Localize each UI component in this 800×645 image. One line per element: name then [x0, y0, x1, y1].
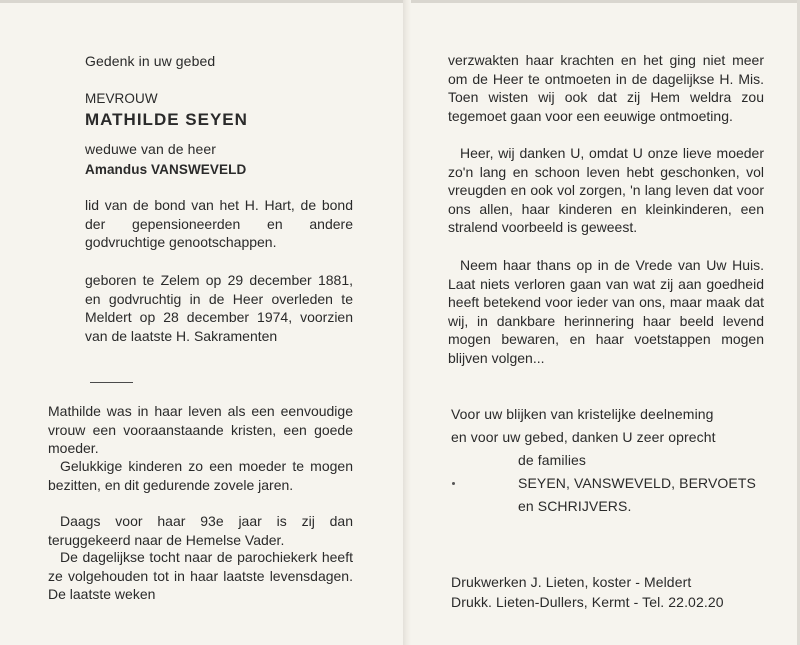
title-text: MEVROUW — [85, 91, 158, 106]
left-paragraph-2: Gelukkige kinderen zo een moeder te mogen bezitten, en dit gedurende zovele jaren. — [48, 458, 353, 493]
left-paragraph-1: Mathilde was in haar leven als een eenvoudige vrouw een vooraanstaande kristen, een goede moeder. — [48, 403, 353, 456]
husband-name: Amandus VANSWEVELD — [85, 162, 247, 177]
dates-text: geboren te Zelem op 29 december 1881, en godvruchtig in de Heer overleden te Meldert op 28 december 1974, voorzien van de laatste H. Sakramenten — [85, 272, 353, 344]
families-line-2: en SCHRIJVERS. — [518, 498, 632, 514]
deceased-name: MATHILDE SEYEN — [85, 110, 248, 129]
printer-line-2: Drukk. Lieten-Dullers, Kermt - Tel. 22.02.20 — [451, 594, 724, 610]
card-edge-top — [0, 0, 800, 3]
divider-line — [90, 382, 133, 383]
right-paragraph-1: verzwakten haar krachten en het ging niet meer om de Heer te ontmoeten in de dagelijkse H. Mis. Toen wisten wij ook dat zij Hem weldra zou tegemoet gaan voor een eeuwige ontmoeting. — [448, 52, 764, 124]
printer-line-1: Drukwerken J. Lieten, koster - Meldert — [451, 574, 692, 590]
thanks-line-2: en voor uw gebed, danken U zeer oprecht — [451, 429, 716, 445]
thanks-line-1: Voor uw blijken van kristelijke deelneming — [451, 406, 714, 422]
right-paragraph-2: Heer, wij danken U, omdat U onze lieve moeder zo'n lang en schoon leven hebt geschonken, vol vreugden en ook vol zorgen, 'n lang leven dat voor ons allen, haar kinderen en kleinkinderen, een stralend voorbeeld is geweest. — [448, 145, 764, 235]
left-paragraph-4: De dagelijkse tocht naar de parochiekerk heeft ze volgehouden tot in haar laatste levensdagen. De laatste weken — [48, 549, 353, 602]
right-paragraph-3: Neem haar thans op in de Vrede van Uw Huis. Laat niets verloren gaan van wat zij aan goedheid heeft betekend voor ieder van ons, maar maak dat wij, in dankbare herinnering haar beeld levend mogen bewaren, en haar voetstappen mogen blijven volgen... — [448, 257, 764, 366]
card-fold — [403, 0, 411, 645]
speck-mark — [452, 482, 455, 485]
families-line-1: SEYEN, VANSWEVELD, BERVOETS — [518, 475, 756, 491]
left-paragraph-3: Daags voor haar 93e jaar is zij dan teruggekeerd naar de Hemelse Vader. — [48, 513, 353, 548]
intro-text: Gedenk in uw gebed — [85, 53, 216, 69]
families-label: de families — [518, 452, 587, 468]
membership-text: lid van de bond van het H. Hart, de bond der gepensioneerden en andere godvruchtige genootschappen. — [85, 197, 353, 250]
widow-of-text: weduwe van de heer — [85, 141, 216, 157]
